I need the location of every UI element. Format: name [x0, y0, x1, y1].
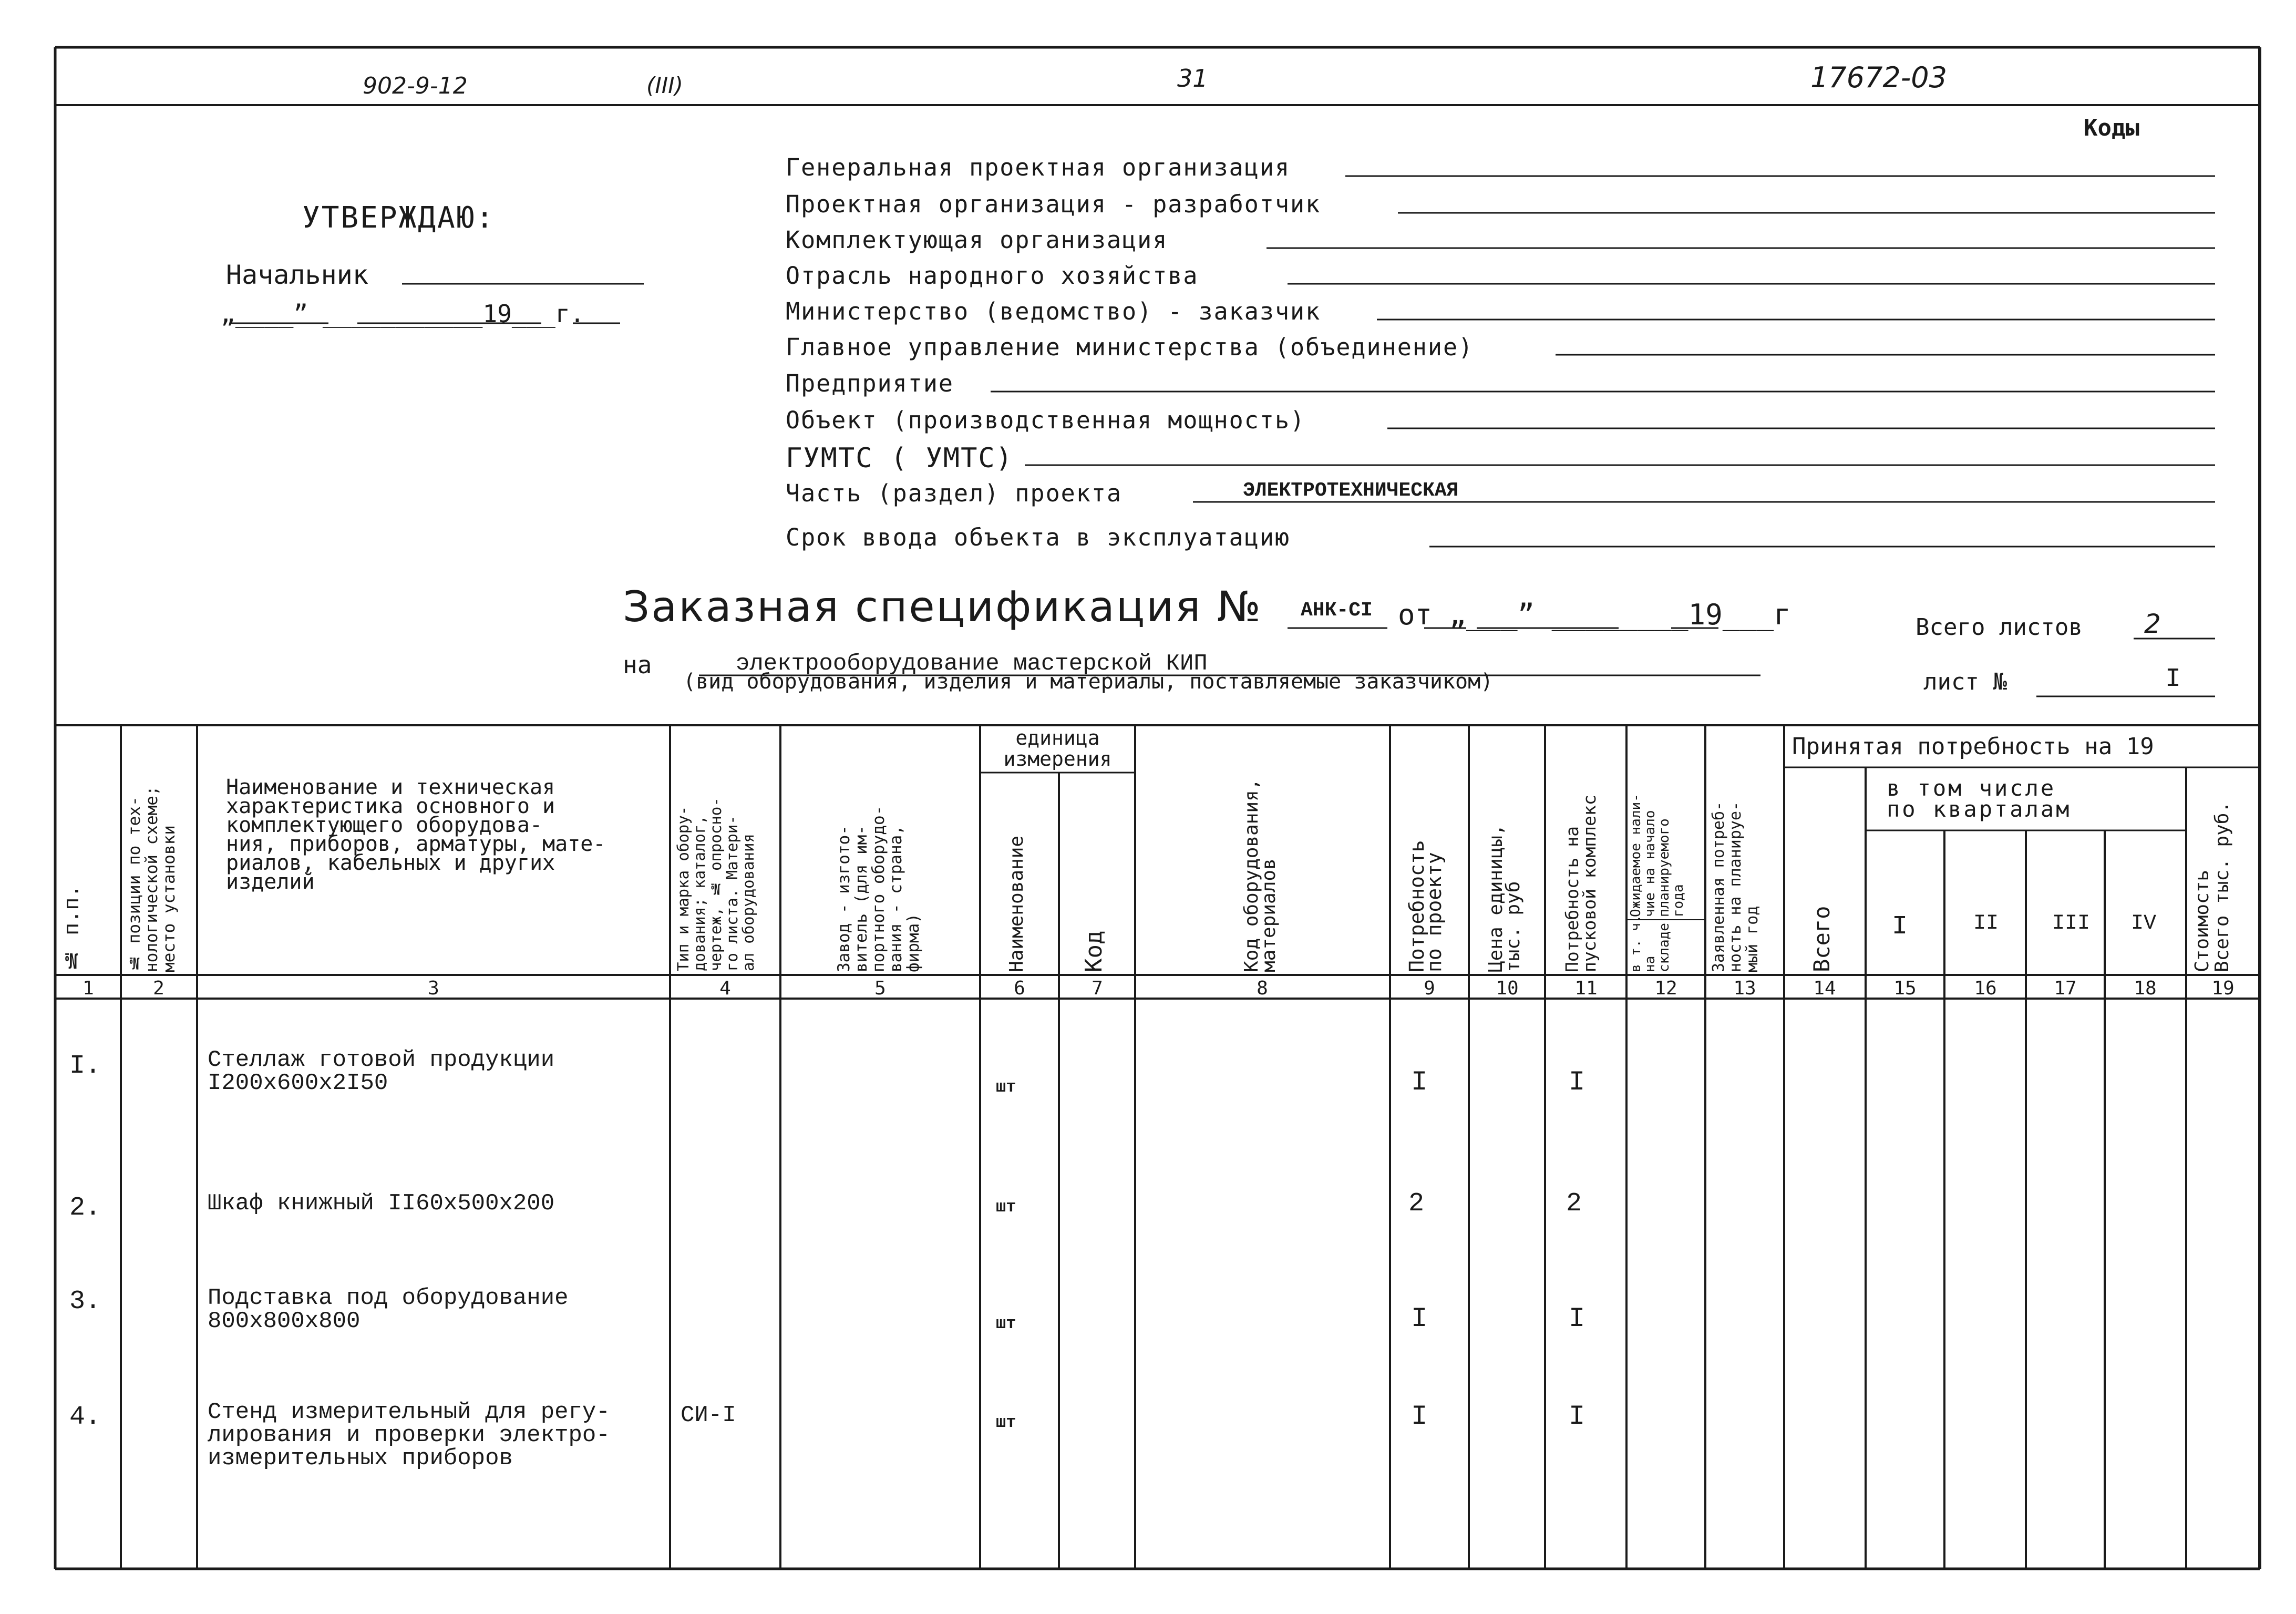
- page-number: 31: [1177, 64, 1208, 92]
- spec-date-label: от „___” ________19___г: [1398, 598, 1791, 631]
- row-item-name: Стеллаж готовой продукции I200x600x2I50: [208, 1047, 555, 1096]
- row-need-project: I: [1411, 1303, 1428, 1334]
- row-need-project: 2: [1408, 1189, 1425, 1219]
- col-number: 7: [1092, 978, 1103, 999]
- approval-title: УТВЕРЖДАЮ:: [302, 201, 496, 235]
- row-unit: шт: [996, 1314, 1016, 1333]
- row-need-startup: I: [1569, 1303, 1585, 1334]
- row-equipment-type: СИ-I: [681, 1402, 736, 1428]
- row-unit: шт: [996, 1197, 1016, 1217]
- col12-subheader: в т. ч. на складе: [1628, 914, 1672, 972]
- col15-header: I: [1892, 912, 1908, 942]
- row-number: 2.: [69, 1193, 101, 1223]
- field-ministry: Министерство (ведомство) - заказчик: [786, 297, 1321, 325]
- spec-number: АНК-CI: [1301, 599, 1373, 622]
- col-number: 5: [874, 978, 886, 999]
- row-need-startup: 2: [1566, 1189, 1582, 1219]
- field-commissioning-date: Срок ввода объекта в эксплуатацию: [786, 523, 1291, 551]
- total-sheets-value: 2: [2144, 609, 2161, 639]
- col11-header: Потребность на пусковой комплекс: [1562, 795, 1600, 972]
- field-general-designer: Генеральная проектная организация: [786, 153, 1291, 181]
- col-number: 10: [1496, 978, 1519, 999]
- row-number: I.: [69, 1051, 101, 1081]
- col-number: 17: [2054, 978, 2077, 999]
- field-gumts: ГУМТС ( УМТС): [786, 443, 1013, 474]
- field-object: Объект (производственная мощность): [786, 406, 1306, 434]
- field-enterprise: Предприятие: [786, 369, 954, 397]
- project-part-value: ЭЛЕКТРОТЕХНИЧЕСКАЯ: [1243, 479, 1459, 502]
- col-number: 6: [1014, 978, 1025, 999]
- col-number: 14: [1813, 978, 1836, 999]
- col-number: 11: [1574, 978, 1598, 999]
- spec-title: Заказная спецификация №: [623, 582, 1262, 631]
- album-number: (III): [646, 73, 683, 98]
- row-need-project: I: [1411, 1401, 1428, 1432]
- approval-role: Начальник: [226, 260, 368, 290]
- col-number: 2: [153, 978, 164, 999]
- accepted-need-header: Принятая потребность на 19: [1792, 733, 2154, 760]
- col-number: 9: [1424, 978, 1435, 999]
- col-number: 13: [1733, 978, 1756, 999]
- field-main-directorate: Главное управление министерства (объединение): [786, 333, 1474, 361]
- col-number: 8: [1257, 978, 1268, 999]
- col-number: 12: [1654, 978, 1677, 999]
- col-number: 4: [719, 978, 731, 999]
- codes-label: Коды: [2084, 115, 2139, 141]
- row-need-startup: I: [1569, 1401, 1585, 1432]
- col4-header: Тип и марка обору- дования; каталог, чертеж, № опросно- го листа. Матери- ал оборудования: [674, 797, 757, 971]
- row-item-name: Подставка под оборудование 800x800x800: [208, 1285, 569, 1334]
- row-item-name: Шкаф книжный II60x500x200: [208, 1190, 555, 1217]
- row-need-project: I: [1411, 1067, 1428, 1098]
- spec-for-label: на: [623, 651, 652, 679]
- col18-header: IV: [2131, 912, 2157, 935]
- total-sheets-label: Всего листов: [1916, 614, 2083, 641]
- spec-for-value: электрооборудование мастерской КИП: [736, 651, 1208, 677]
- col-number: 19: [2211, 978, 2235, 999]
- col-number: 18: [2134, 978, 2157, 999]
- col16-header: II: [1973, 912, 1999, 935]
- col1-header: № п.п.: [59, 885, 84, 972]
- row-number: 4.: [69, 1402, 101, 1432]
- col7-header: Код: [1080, 930, 1107, 972]
- col-number: 3: [428, 978, 439, 999]
- field-supplier-org: Комплектующая организация: [786, 226, 1168, 254]
- col17-header: III: [2052, 912, 2091, 935]
- spec-for-caption: (вид оборудования, изделия и материалы, поставляемые заказчиком): [683, 670, 1494, 694]
- col19-header: Стоимость Всего тыс. руб.: [2191, 801, 2233, 972]
- field-industry: Отрасль народного хозяйства: [786, 262, 1199, 290]
- col13-header: Заявленная потреб- ность на планируе- мый год: [1710, 801, 1762, 972]
- document-number: 17672-03: [1810, 61, 1947, 94]
- col2-header: № позиции по тех- нологической схеме; место установки: [125, 786, 179, 972]
- unit-header: единица измерения: [1003, 726, 1112, 770]
- row-item-name: Стенд измерительный для регу- лирования и проверки электро- измерительных приборов: [208, 1399, 610, 1472]
- row-unit: шт: [996, 1077, 1016, 1097]
- col10-header: Цена единицы, тыс. руб: [1485, 824, 1524, 972]
- col8-header: Код оборудования, материалов: [1241, 778, 1280, 972]
- col3-header: Наименование и техническая характеристика основного и комплектующего оборудова- ния, приборов, арматуры, мате- риалов, кабельных и других изделий: [226, 775, 606, 894]
- col14-header: Всего: [1809, 906, 1835, 972]
- sheet-number-label: лист №: [1923, 669, 2007, 695]
- row-unit: шт: [996, 1413, 1016, 1432]
- project-code: 902-9-12: [363, 73, 468, 99]
- quarters-header: в том числе по кварталам: [1887, 775, 2072, 822]
- field-project-part: Часть (раздел) проекта: [786, 479, 1123, 507]
- col5-header: Завод - изгото- витель (для им- портного оборудо- вания - страна, фирма): [835, 805, 923, 972]
- row-number: 3.: [69, 1287, 101, 1317]
- col12-header: Ожидаемое нали- чие на начало планируемого года: [1628, 794, 1686, 917]
- col-number: 1: [83, 978, 94, 999]
- row-need-startup: I: [1569, 1067, 1585, 1098]
- col9-header: Потребность по проекту: [1405, 840, 1446, 972]
- sheet-number-value: I: [2165, 664, 2181, 694]
- col-number: 16: [1974, 978, 1997, 999]
- col-number: 15: [1893, 978, 1917, 999]
- field-designer-developer: Проектная организация - разработчик: [786, 190, 1321, 218]
- col6-header: Наименование: [1006, 835, 1027, 972]
- approval-date-line: „____” ___________19___г.: [221, 300, 585, 328]
